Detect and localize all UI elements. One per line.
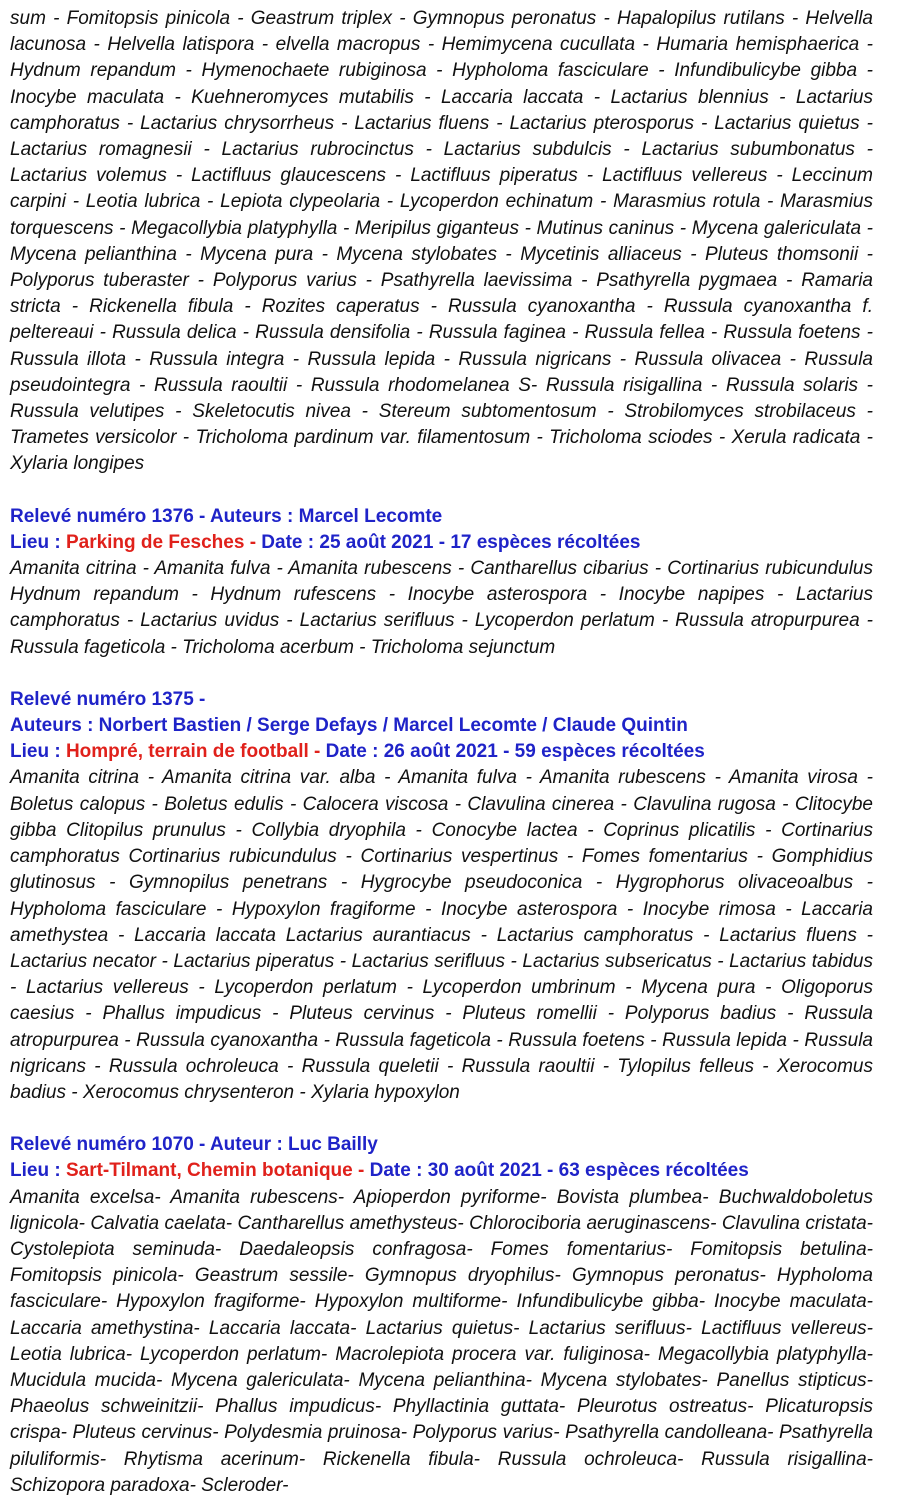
lieu-label: Lieu :	[10, 1160, 66, 1182]
record-location-line	[10, 1158, 873, 1184]
record-1376	[10, 504, 873, 661]
date-count: Date : 25 août 2021 - 17 espèces récoltées	[256, 531, 641, 553]
place-name: Parking de Fesches -	[65, 531, 257, 553]
record-authors: Auteurs : Norbert Bastien / Serge Defays / Marcel Lecomte / Claude Quintin	[10, 715, 688, 737]
record-1070	[10, 1132, 873, 1499]
place-name: Hompré, terrain de football -	[65, 741, 321, 763]
date-count: Date : 26 août 2021 - 59 espèces récoltées	[320, 741, 705, 763]
record-title: Relevé numéro 1070 - Auteur : Luc Bailly	[10, 1134, 378, 1156]
intro-species-list: sum - Fomitopsis pinicola - Geastrum triplex - Gymnopus peronatus - Hapalopilus rutilans - Helvella lacunosa - Helvella latispora - elvella macropus - Hemimycena cucullata - Humaria hemisphaerica - Hydnum repandum - Hymenochaete rubiginosa - Hypholoma fasciculare - Infundibulicybe gibba - Inocybe maculata - Kuehneromyces mutabilis - Laccaria laccata - Lactarius blennius - Lactarius camphoratus - Lactarius chrysorrheus - Lactarius fluens - Lactarius pterosporus - Lactarius quietus - Lactarius romagnesii - Lactarius rubrocinctus - Lactarius subdulcis - Lactarius subumbonatus - Lactarius volemus - Lactifluus glaucescens - Lactifluus piperatus - Lactifluus vellereus - Leccinum carpini - Leotia lubrica - Lepiota clypeolaria - Lycoperdon echinatum - Marasmius rotula - Marasmius torquescens - Megacollybia platyphylla - Meripilus giganteus - Mutinus caninus - Mycena galericulata - Mycena pelianthina - Mycena pura - Mycena stylobates - Mycetinis alliaceus - Pluteus thomsonii - Polyporus tuberaster - Polyporus varius - Psathyrella laevissima - Psathyrella pygmaea - Ramaria stricta - Rickenella fibula - Rozites caperatus - Russula cyanoxantha - Russula cyanoxantha f. peltereaui - Russula delica - Russula densifolia - Russula faginea - Russula fellea - Russula foetens - Russula illota - Russula integra - Russula lepida - Russula nigricans - Russula olivacea - Russula pseudointegra - Russula raoultii - Russula rhodomelanea S- Russula risigallina - Russula solaris - Russula velutipes - Skeletocutis nivea - Stereum subtomentosum - Strobilomyces strobilaceus - Trametes versicolor - Tricholoma pardinum var. filamentosum - Tricholoma sciodes - Xerula radicata - Xylaria longipes	[10, 8, 873, 475]
lieu-label: Lieu :	[10, 531, 66, 553]
species-list: Amanita citrina - Amanita citrina var. alba - Amanita fulva - Amanita rubescens - Amanita virosa - Boletus calopus - Boletus edulis - Calocera viscosa - Clavulina cinerea - Clavulina rugosa - Clitocybe gibba Clitopilus prunulus - Collybia dryophila - Conocybe lactea - Coprinus plicatilis - Cortinarius camphoratus Cortinarius rubicundulus - Cortinarius vespertinus - Fomes fomentarius - Gomphidius glutinosus - Gymnopilus penetrans - Hygrocybe pseudoconica - Hygrophorus olivaceoalbus - Hypholoma fasciculare - Hypoxylon fragiforme - Inocybe asterospora - Inocybe rimosa - Laccaria amethystea - Laccaria laccata Lactarius aurantiacus - Lactarius camphoratus - Lactarius fluens - Lactarius necator - Lactarius piperatus - Lactarius serifluus - Lactarius subsericatus - Lactarius tabidus - Lactarius vellereus - Lycoperdon perlatum - Lycoperdon umbrinum - Mycena pura - Oligoporus caesius - Phallus impudicus - Pluteus cervinus - Pluteus romellii - Polyporus badius - Russula atropurpurea - Russula cyanoxantha - Russula fageticola - Russula foetens - Russula lepida - Russula nigricans - Russula ochroleuca - Russula queletii - Russula raoultii - Tylopilus felleus - Xerocomus badius - Xerocomus chrysenteron - Xylaria hypoxylon	[10, 767, 873, 1103]
species-list: Amanita excelsa- Amanita rubescens- Apioperdon pyriforme- Bovista plumbea- Buchwaldoboletus lignicola- Calvatia caelata- Cantharellus amethysteus- Chlorociboria aeruginascens- Clavulina cristata- Cystolepiota seminuda- Daedaleopsis confragosa- Fomes fomentarius- Fomitopsis betulina- Fomitopsis pinicola- Geastrum sessile- Gymnopus dryophilus- Gymnopus peronatus- Hypholoma fasciculare- Hypoxylon fragiforme- Hypoxylon multiforme- Infundibulicybe gibba- Inocybe maculata- Laccaria amethystina- Laccaria laccata- Lactarius quietus- Lactarius serifluus- Lactifluus vellereus- Leotia lubrica- Lycoperdon perlatum- Macrolepiota procera var. fuliginosa- Megacollybia platyphylla- Mucidula mucida- Mycena galericulata- Mycena pelianthina- Mycena stylobates- Panellus stipticus- Phaeolus schweinitzii- Phallus impudicus- Phyllactinia guttata- Pleurotus ostreatus- Plicaturopsis crispa- Pluteus cervinus- Polydesmia pruinosa- Polyporus varius- Psathyrella candolleana- Psathyrella piluliformis- Rhytisma acerinum- Rickenella fibula- Russula ochroleuca- Russula risigallina- Schizopora paradoxa- Scleroder-	[10, 1186, 873, 1496]
record-location-line	[10, 739, 873, 765]
species-list: Amanita citrina - Amanita fulva - Amanita rubescens - Cantharellus cibarius - Cortinarius rubicundulus Hydnum repandum - Hydnum rufescens - Inocybe asterospora - Inocybe napipes - Lactarius camphoratus - Lactarius uvidus - Lactarius serifluus - Lycoperdon perlatum - Russula atropurpurea - Russula fageticola - Tricholoma acerbum - Tricholoma sejunctum	[10, 558, 873, 658]
date-count: Date : 30 août 2021 - 63 espèces récoltées	[364, 1160, 749, 1182]
record-title: Relevé numéro 1376 - Auteurs : Marcel Lecomte	[10, 505, 443, 527]
record-location-line	[10, 530, 873, 556]
lieu-label: Lieu :	[10, 741, 66, 763]
record-title: Relevé numéro 1375 -	[10, 688, 206, 710]
place-name: Sart-Tilmant, Chemin botanique -	[65, 1160, 365, 1182]
record-1375	[10, 687, 873, 1106]
